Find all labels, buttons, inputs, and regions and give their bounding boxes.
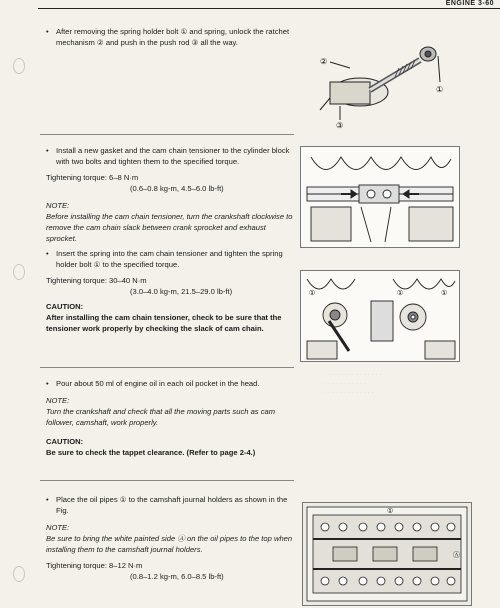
callout-label: ①	[441, 290, 448, 297]
section-oil-pocket	[46, 378, 294, 458]
note-text: Be sure to bring the white painted side Ⓐ on the oil pipes to the top when installing them to the camshaft journal holders.	[46, 534, 293, 554]
caution-text: Be sure to check the tappet clearance. (Refer to page 2-4.)	[46, 448, 256, 457]
torque-label: Tightening torque: 6–8 N·m	[46, 173, 139, 182]
callout-label: ③	[336, 121, 344, 130]
cylinder-head-illustration	[303, 503, 471, 605]
cylinder-illustration	[301, 147, 459, 247]
figure-oil-pipes	[302, 502, 472, 606]
figure-spring-holder-bolt	[300, 270, 460, 362]
binder-hole	[13, 566, 25, 582]
callout-label: ②	[320, 57, 328, 66]
instruction-step: • Insert the spring into the cam chain tensioner and tighten the spring holder bolt ① to the specified torque.	[46, 248, 294, 270]
note-heading: NOTE:	[46, 396, 70, 405]
bleed-through-text: · · · · · · · · · · · · · · · · · · · · · · · · · · · · · · · · · · · · · · ·	[324, 371, 382, 396]
torque-value: (0.8–1.2 kg-m, 6.0–8.5 lb-ft)	[130, 572, 224, 581]
torque-label: Tightening torque: 30–40 N·m	[46, 276, 147, 285]
section-oil-pipes	[46, 494, 294, 582]
torque-value: (3.0–4.0 kg-m, 21.5–29.0 lb-ft)	[130, 287, 233, 296]
note-heading: NOTE:	[46, 523, 70, 532]
page-header: ENGINE 3-60	[445, 0, 494, 7]
callout-label: ①	[309, 290, 316, 297]
section-divider	[40, 480, 294, 481]
torque-label: Tightening torque: 8–12 N·m	[46, 561, 143, 570]
binder-hole	[13, 264, 25, 280]
note-text: Before installing the cam chain tensioner, turn the crankshaft clockwise to remove the cam chain slack between crank sprocket and exhaust sprocket.	[46, 212, 293, 243]
section-tensioner-install	[46, 145, 294, 334]
binder-hole	[13, 58, 25, 74]
tensioner-illustration	[300, 20, 458, 130]
caution-text: After installing the cam chain tensioner, check to be sure that the tensioner work properly by checking the slack of cam chain.	[46, 313, 282, 333]
instruction-step: • Place the oil pipes ① to the camshaft journal holders as shown in the Fig.	[46, 494, 294, 516]
section-push-rod	[46, 26, 294, 48]
instruction-step: • Install a new gasket and the cam chain tensioner to the cylinder block with two bolts and tighten them to the specified torque.	[46, 145, 294, 167]
caution-heading: CAUTION:	[46, 437, 84, 446]
figure-tensioner-pushrod	[300, 20, 458, 130]
instruction-step: • Pour about 50 ml of engine oil in each oil pocket in the head.	[46, 378, 294, 389]
header-rule	[38, 8, 500, 9]
spring-holder-illustration	[301, 271, 459, 361]
callout-label: ①	[387, 508, 394, 515]
callout-label: ①	[397, 290, 404, 297]
note-heading: NOTE:	[46, 201, 70, 210]
caution-heading: CAUTION:	[46, 302, 84, 311]
torque-value: (0.6–0.8 kg-m, 4.5–6.0 lb-ft)	[130, 184, 224, 193]
section-divider	[40, 134, 294, 135]
instruction-step: • After removing the spring holder bolt ① and spring, unlock the ratchet mechanism ② and push in the push rod ③ all the way.	[46, 26, 294, 48]
callout-label: Ⓐ	[453, 552, 460, 559]
section-divider	[40, 367, 294, 368]
figure-tensioner-installed	[300, 146, 460, 248]
callout-label: ①	[436, 85, 444, 94]
note-text: Turn the crankshaft and check that all the moving parts such as cam follower, camshaft, work properly.	[46, 407, 276, 427]
